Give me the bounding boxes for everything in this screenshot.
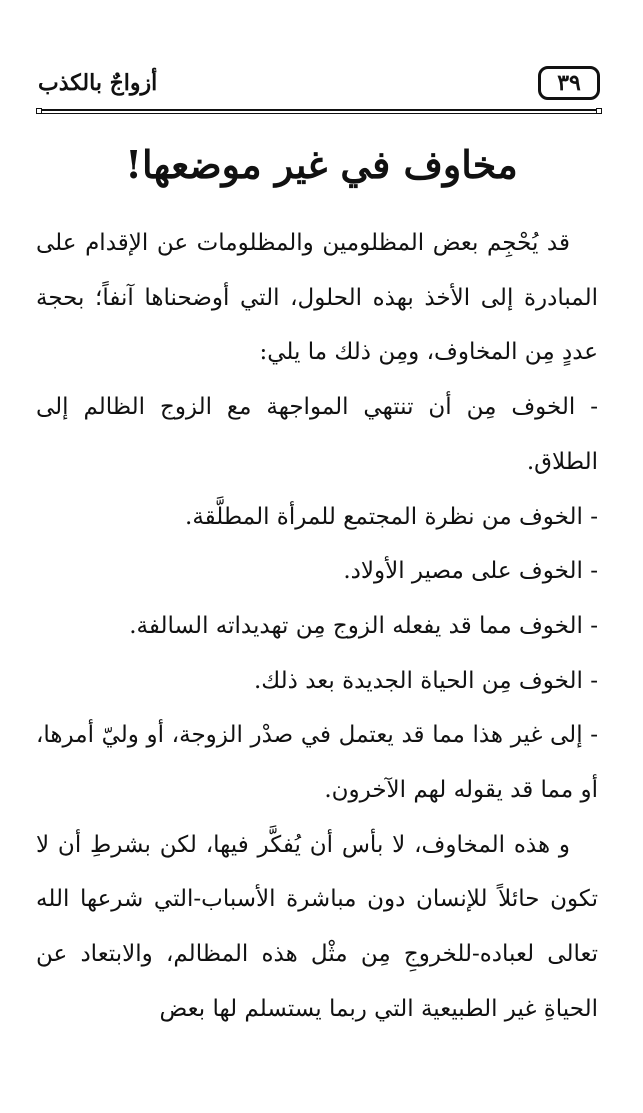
intro-paragraph: قد يُحْجِم بعض المظلومين والمظلومات عن الإقدام على المبادرة إلى الأخذ بهذه الحلول، التي أوضحناها آنفاً؛ بحجة عددٍ مِن المخاوف، ومِن ذلك ما يلي:	[36, 230, 598, 366]
bullet-item: - الخوف مِن أن تنتهي المواجهة مع الزوج الظالم إلى الطلاق.	[36, 394, 598, 475]
running-title: أزواجٌ بالكذب	[38, 70, 158, 96]
bullet-item: - الخوف مما قد يفعله الزوج مِن تهديداته السالفة.	[129, 612, 598, 639]
header-rule-ornament	[596, 108, 602, 114]
header-rule-line	[40, 113, 598, 114]
bullet-item: - الخوف على مصير الأولاد.	[343, 558, 598, 585]
closing-paragraph: و هذه المخاوف، لا بأس أن يُفكَّر فيها، لكن بشرطِ أن لا تكون حائلاً للإنسان دون مباشرة الأسباب-التي شرعها الله تعالى لعباده-للخروجِ مِن مثْل هذه المظالم، والابتعاد عن الحياةِ غير الطبيعية التي ربما يستسلم لها بعض	[36, 831, 598, 1022]
header-rule-line	[40, 109, 598, 111]
bullet-item: - الخوف من نظرة المجتمع للمرأة المطلَّقة.	[185, 503, 598, 530]
bullet-item: - إلى غير هذا مما قد يعتمل في صدْر الزوجة، أو وليّ أمرها، أو مما قد يقوله لهم الآخرون.	[36, 722, 598, 804]
page-header	[38, 66, 600, 106]
body-text	[36, 216, 598, 1037]
bullet-item: - الخوف مِن الحياة الجديدة بعد ذلك.	[253, 667, 598, 694]
header-rule-ornament	[36, 108, 42, 114]
page-number: ٣٩	[538, 66, 600, 100]
chapter-title: مخاوف في غير موضعها!	[125, 142, 518, 187]
header-rule	[36, 108, 602, 116]
